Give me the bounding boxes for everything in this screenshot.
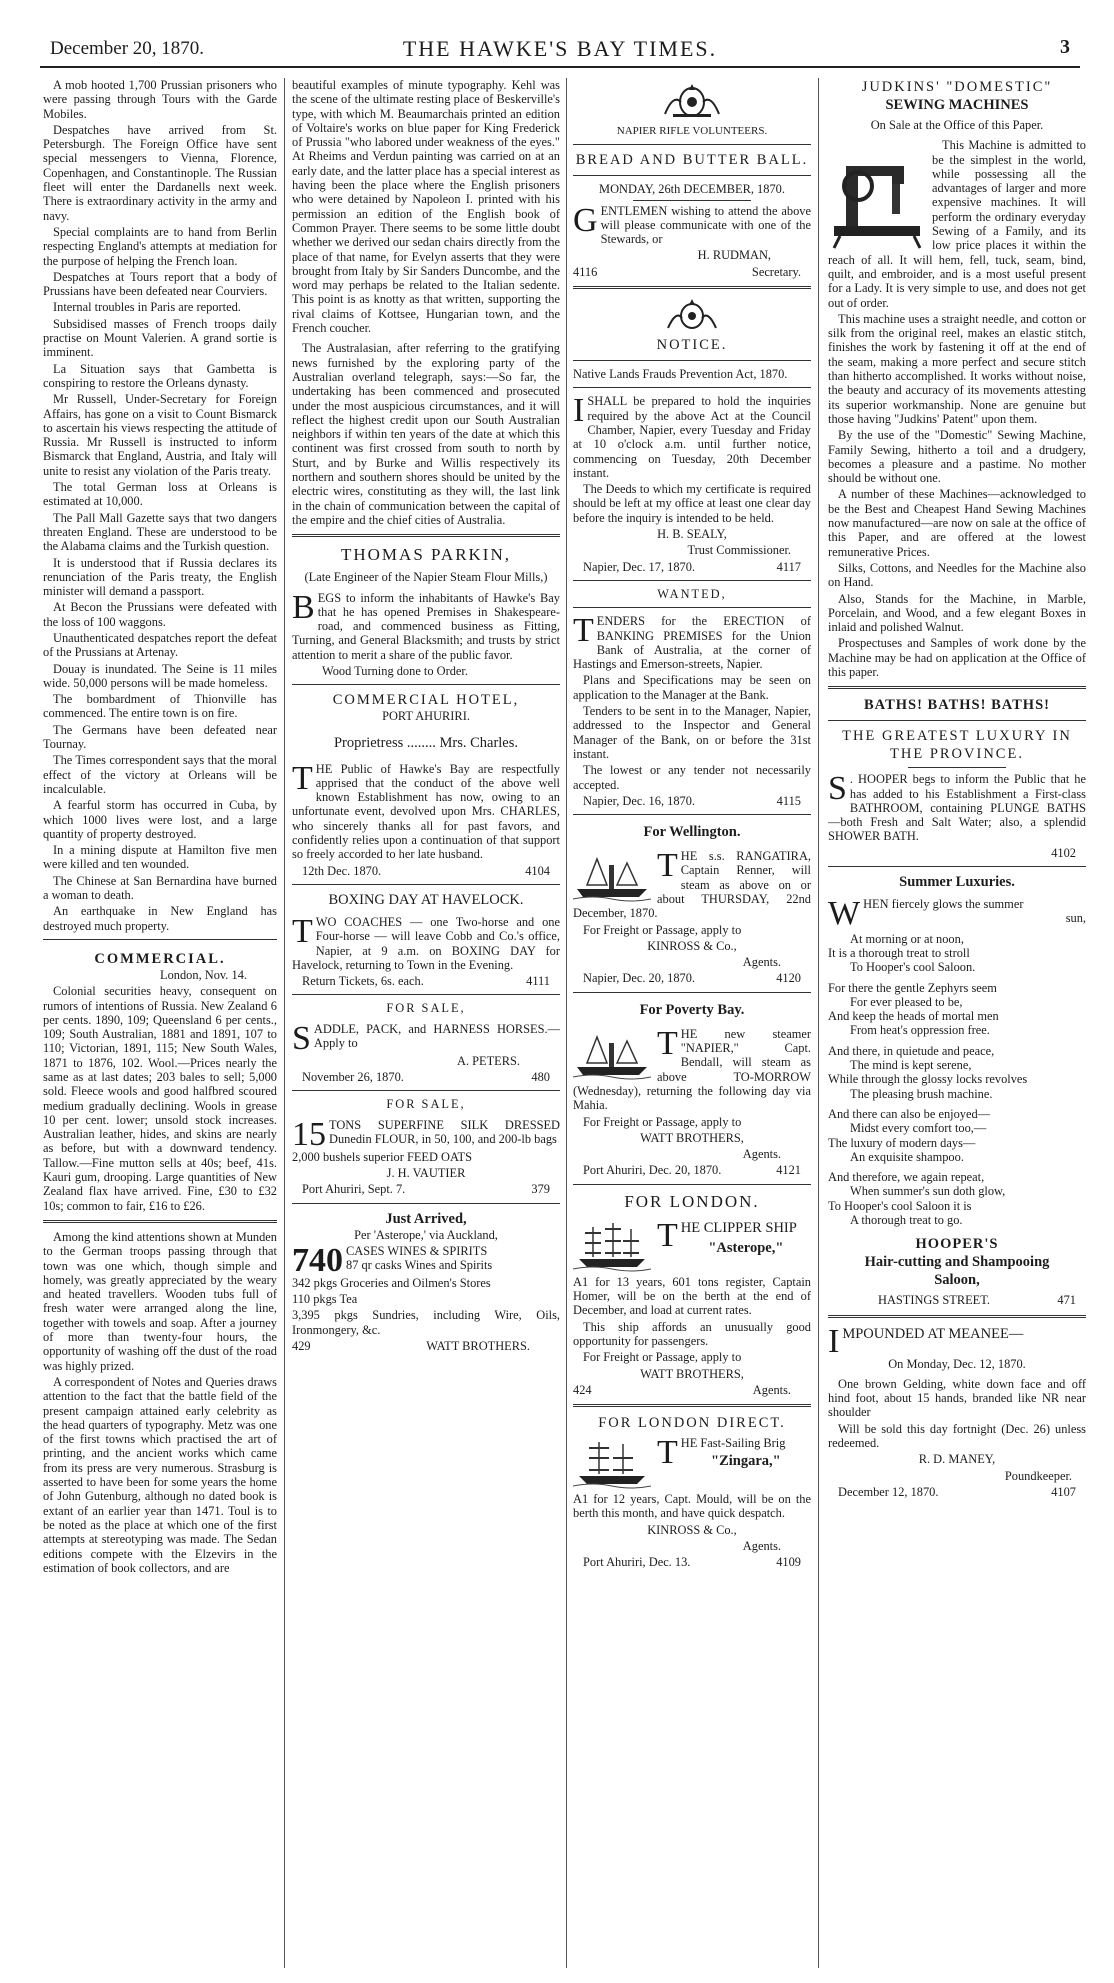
ad-body: The Deeds to which my certificate is required should be left at my office at least one clear day before the inquiry is intended to be held.: [573, 482, 811, 525]
divider: [573, 286, 811, 289]
ad-body: The lowest or any tender not necessarily accepted.: [573, 763, 811, 792]
poem-line: For ever pleased to be,: [850, 994, 963, 1009]
drop-cap: T: [657, 1216, 678, 1254]
ad-title: FOR LONDON.: [624, 1191, 760, 1211]
ad-street: HASTINGS STREET.: [878, 1293, 990, 1308]
ad-body: EGS to inform the inhabitants of Hawke's Bay that he has opened Premises in Shakespeare-road, and commenced business as Fitting, Turning, and General Blacksmith; and trusts by strict attention to merit a share of the public favor.: [292, 590, 560, 662]
ad-name: KINROSS & Co.,: [647, 1522, 737, 1537]
ad-subtitle: On Sale at the Office of this Paper.: [870, 118, 1044, 132]
ad-body: A number of these Machines—acknowledged to be the Best and Cheapest Hand Sewing Machines now manufactured—are now on sale at the office of this Paper, and are offered at the lowest remunerative Prices.: [828, 487, 1086, 559]
ad-number: 471: [1057, 1293, 1076, 1308]
poem-line: It is a thorough treat to stroll: [828, 945, 970, 960]
divider: [573, 175, 811, 176]
ad-body: HE new steamer "NAPIER," Capt. Bendall, will steam as above TO-MORROW (Wednesday), returning the following day via Mahia.: [573, 1026, 811, 1113]
steamship-icon: [573, 851, 651, 903]
drop-cap: G: [573, 201, 598, 239]
ad-ship-name: "Zingara,": [711, 1453, 781, 1470]
australasian-article: The Australasian, after referring to the gratifying news furnished by the exploring party of the Australian overland telegraph, says:—So far, the undertaking has been commenced and prosecuted under the most auspicious circumstances, and it will reflect the highest credit upon our South Australian neighbors if within ten years of the date at which this continent was first crossed from south to north by Sturt, and by Burke and Willis respectively its northern and southern shores should be united by the electric wires, constituting as they will, the last link in the chain of communication between the capital of the empire and the chief cities of Australia.: [292, 341, 560, 527]
ad-body: ENTLEMEN wishing to attend the above will please communicate with one of the Stewards, or: [600, 203, 811, 247]
commercial-dateline: London, Nov. 14.: [160, 967, 247, 982]
ad-role: Agents.: [742, 955, 781, 970]
poem-line: The pleasing brush machine.: [850, 1086, 993, 1101]
ad-title: For Wellington.: [643, 824, 741, 841]
ad-number: 4104: [525, 863, 550, 878]
ad-number: 4102: [1051, 845, 1076, 860]
poem-line: An exquisite shampoo.: [850, 1149, 964, 1164]
poem-line: The luxury of modern days—: [828, 1135, 976, 1150]
ad-quantity: 740: [292, 1241, 343, 1279]
news-paragraph: Despatches have arrived from St. Petersburgh. The Foreign Office have sent special messengers to Vienna, Florence, Copenhagen, and Constantinople. The Russian fleet will enter the Dardanells next week. There is extraordinary activity in the army and navy.: [43, 122, 277, 223]
ad-wanted: [573, 587, 811, 808]
poem-line: And there can also be enjoyed—: [828, 1106, 991, 1121]
ad-date: November 26, 1870.: [302, 1070, 404, 1085]
poem-line: At morning or at noon,: [850, 931, 964, 946]
poem-line: HEN fiercely glows the summer: [863, 897, 1024, 912]
news-paragraph: Special complaints are to hand from Berlin respecting England's attempts at mediation for the purpose of helping the French loan.: [43, 224, 277, 268]
poem-line: From heat's oppression free.: [850, 1023, 990, 1038]
ad-title: COMMERCIAL HOTEL,: [332, 692, 520, 709]
poem-line: When summer's sun doth glow,: [850, 1184, 1006, 1199]
divider: [573, 992, 811, 993]
column-4: [828, 78, 1086, 1968]
ad-body: A1 for 12 years, Capt. Mould, will be on the berth this month, and have quick despatch.: [573, 1492, 811, 1521]
ad-name: WATT BROTHERS,: [640, 1366, 744, 1381]
ad-line: 110 pkgs Tea: [292, 1292, 358, 1307]
drop-cap: B: [292, 588, 315, 626]
ad-for-wellington: [573, 823, 811, 986]
drop-cap: T: [573, 612, 594, 650]
poem-line: To Hooper's cool Saloon it is: [828, 1198, 972, 1213]
ad-date: Port Ahuriri, Dec. 20, 1870.: [583, 1163, 722, 1178]
page-number: 3: [1060, 36, 1070, 58]
divider: [573, 814, 811, 815]
ad-body: This machine uses a straight needle, and cotton or silk from the original reel, makes an elastic stitch, finishes the work by fastening it off at the end of the seam, making a more perfect and secure stitch than hitherto accomplished. It works without noise, the beauty and accuracy of its movements attesting its superior workmanship. None are genuine but those having "Judkins' Patent" upon them.: [828, 311, 1086, 426]
divider: [43, 1220, 277, 1223]
ad-body: By the use of the "Domestic" Sewing Machine, Family Sewing, hitherto a toil and a drudgery, becomes a pleasure and a pastime. No mother should be without one.: [828, 428, 1086, 486]
ad-for-sale-flour: [292, 1097, 560, 1196]
ad-title: Summer Luxuries.: [899, 874, 1015, 891]
sailing-ship-icon: [573, 1438, 651, 1490]
ad-judkins-sewing-machines: [828, 78, 1086, 679]
ad-title-2: SEWING MACHINES: [885, 97, 1029, 113]
news-paragraph: The bombardment of Thionville has commenced. The entire town is on fire.: [43, 692, 277, 721]
ad-subtitle: Hair-cutting and Shampooing Saloon,: [864, 1254, 1050, 1289]
ad-for-london: [573, 1191, 811, 1397]
ad-number: 480: [531, 1070, 550, 1085]
ad-line: HE Fast-Sailing Brig: [680, 1436, 786, 1451]
ad-date: Napier, Dec. 16, 1870.: [583, 793, 696, 808]
ad-title: FOR LONDON DIRECT.: [598, 1415, 786, 1432]
poem-line: And there, in quietude and peace,: [828, 1043, 995, 1058]
ad-title: HOOPER'S: [915, 1236, 999, 1253]
ad-date: Napier, Dec. 17, 1870.: [583, 559, 696, 574]
divider: [828, 1315, 1086, 1318]
ad-body: SHALL be prepared to hold the inquiries required by the above Act at the Council Chamber, Napier, every Tuesday and Friday at 10 o'clock a.m. until further notice, commencing on Tuesday, 20th December instant.: [573, 394, 811, 480]
news-paragraph: Subsidised masses of French troops daily practise on Mount Valerien. A grand sortie is imminent.: [43, 316, 277, 360]
ad-for-poverty-bay: [573, 1001, 811, 1178]
column-rule: [818, 78, 819, 1968]
drop-cap: S: [292, 1019, 311, 1057]
divider: [573, 360, 811, 361]
divider: [43, 939, 277, 940]
ad-title: JUDKINS' "DOMESTIC": [861, 79, 1053, 95]
notes-queries-article: A correspondent of Notes and Queries draws attention to the fact that the battle field of the present campaign attained early celebrity as the head quarters of typography. Metz was one of the first towns which practised the art of printing, and the ancient works which came from its press are very numerous. Strasburg is asserted to have been for some years the home of John Gutenburg, although no dated book is extant of an earlier year than 1471. Toul is to be noted as the place at which one of the first attempts at stereotyping was made. The Sedan editions compete with the Elzevirs in the estimation of book collectors, and are: [43, 1374, 277, 1575]
ad-title: FOR SALE,: [386, 1097, 466, 1112]
ad-boxing-day: [292, 891, 560, 988]
ad-name: H. RUDMAN,: [697, 248, 771, 263]
ad-quantity: 15: [292, 1115, 326, 1153]
divider: [292, 534, 560, 537]
divider: [573, 144, 811, 145]
ad-title: MPOUNDED AT MEANEE—: [842, 1325, 1024, 1342]
news-paragraph: Despatches at Tours report that a body of Prussians have been defeated near Courviers.: [43, 269, 277, 299]
commercial-heading: COMMERCIAL.: [94, 950, 226, 967]
ad-title: BATHS! BATHS! BATHS!: [864, 697, 1050, 714]
ad-body: This Machine is admitted to be the simplest in the world, while possessing all the advantages of larger and more expensive machines. It will perform the ordinary everyday Sewing of a Family, and its low price places it within the reach of all. It will hem, fell, tuck, seam, bind, quilt, and embroider, and is a most useful present for a Lady. It is very simple to use, and does not get out of order.: [828, 138, 1086, 310]
drop-cap: I: [573, 392, 585, 430]
article-continued: beautiful examples of minute typography. Kehl was the scene of the ultimate resting place of Beskerville's type, with which M. Beaumarchais printed an edition of Voltaire's works on blue paper for King Frederick of Prussia "who labored under weakness of the eyes." At Rheims and Verdun painting was carried on at an early date, and the latter place has a special interest as having been the place where the English prisoners who were detained by Napoleon I. printed with his permission an edition of the English book of Common Prayer. There seems to be some little doubt whether we derived our sedan chairs directly from the place of that name, for Evelyn asserts that they were brought from Italy by Sir Sanders Duncombe, and the word may perhaps be related to the Italian sedente. This point is as knotty as that written, supporting the rival claims of Kottsee, Hungarian town, and the French coucher.: [292, 78, 560, 336]
news-paragraph: A fearful storm has occurred in Cuba, by which 1000 lives were lost, and a large quantity of property destroyed.: [43, 798, 277, 841]
news-paragraph: The total German loss at Orleans is estimated at 10,000.: [43, 480, 277, 509]
issue-date: December 20, 1870.: [50, 38, 205, 59]
drop-cap: T: [292, 759, 313, 797]
ad-commercial-hotel: [292, 691, 560, 878]
ad-number: 429: [292, 1339, 311, 1353]
news-paragraph: The Times correspondent says that the moral effect of the victory at Orleans will be incalculable.: [43, 753, 277, 796]
ad-body: Silks, Cottons, and Needles for the Machine also on Hand.: [828, 560, 1086, 590]
ad-act: Native Lands Frauds Prevention Act, 1870.: [573, 367, 788, 382]
divider: [828, 720, 1086, 721]
news-paragraph: Mr Russell, Under-Secretary for Foreign Affairs, has gone on a visit to Count Bismarck to ascertain his views respecting the attitude of Russia. Mr Russell is instructed to inform Bismarck that England, Austria, and Italy will unite to resist any violation of the Paris treaty.: [43, 392, 277, 478]
ad-number: 4116: [573, 264, 598, 279]
ad-body: Plans and Specifications may be seen on application to the Manager at the Bank.: [573, 673, 811, 702]
poem-line: For there the gentle Zephyrs seem: [828, 980, 997, 995]
ad-name: J. H. VAUTIER: [386, 1165, 466, 1180]
divider: [828, 686, 1086, 689]
ad-baths: [828, 696, 1086, 860]
ad-role: Poundkeeper.: [1004, 1468, 1072, 1483]
ad-role: Agents.: [752, 1382, 791, 1397]
news-paragraph: The Chinese at San Bernardina have burned a woman to death.: [43, 873, 277, 903]
royal-crest-icon: [573, 80, 811, 120]
divider: [573, 580, 811, 581]
drop-cap: T: [657, 1024, 678, 1062]
ad-date: Napier, Dec. 20, 1870.: [583, 971, 696, 986]
drop-cap: W: [828, 895, 861, 933]
ad-sale: Will be sold this day fortnight (Dec. 26) unless redeemed.: [828, 1421, 1086, 1451]
ad-just-arrived: [292, 1210, 560, 1354]
ad-name: H. B. SEALY,: [657, 527, 727, 542]
ad-date: On Monday, Dec. 12, 1870.: [888, 1356, 1026, 1371]
ad-title: BREAD AND BUTTER BALL.: [575, 152, 809, 169]
ad-title: THOMAS PARKIN,: [340, 545, 511, 565]
ad-number: 4121: [776, 1163, 801, 1178]
poem-line: A thorough treat to go.: [850, 1213, 963, 1227]
divider: [292, 884, 560, 885]
ad-number: 379: [531, 1182, 550, 1197]
sewing-machine-icon: [828, 140, 926, 250]
column-1: [43, 78, 277, 1968]
ad-date: Port Ahuriri, Dec. 13.: [583, 1555, 691, 1570]
news-paragraph: The Pall Mall Gazette says that two dangers threaten England. These are understood to be the Alabama claims and the Turkish question.: [43, 510, 277, 554]
drop-cap: T: [657, 847, 678, 885]
ad-number: 4109: [776, 1555, 801, 1570]
poem-line: Midst every comfort too,—: [850, 1121, 987, 1136]
ad-subtitle: (Late Engineer of the Napier Steam Flour Mills,): [304, 570, 548, 585]
divider: [292, 1203, 560, 1204]
news-paragraph: Unauthenticated despatches report the defeat of the Prussians at Artenay.: [43, 630, 277, 660]
ad-body: This ship affords an unusually good opportunity for passengers.: [573, 1319, 811, 1348]
divider: [573, 607, 811, 608]
poem-line: To Hooper's cool Saloon.: [850, 960, 976, 975]
ad-name: A. PETERS.: [457, 1053, 520, 1068]
ad-subtitle: THE GREATEST LUXURY IN THE PROVINCE.: [842, 728, 1072, 763]
drop-cap: T: [657, 1434, 678, 1472]
ad-number: 4117: [776, 559, 801, 574]
news-paragraph: Internal troubles in Paris are reported.: [53, 300, 241, 315]
ad-body: ADDLE, PACK, and HARNESS HORSES.—Apply to: [313, 1021, 560, 1051]
ad-body: One brown Gelding, white down face and off hind foot, about 15 hands, branded like NR near shoulder: [828, 1376, 1086, 1420]
column-2: [292, 78, 560, 1968]
munden-article: Among the kind attentions shown at Munden to the German troops passing through that town was one which, though simple and homely, was greatly appreciated by the weary and heated travellers. Wooden tubs full of fresh water were arranged along the line, together with towels and soap. After a journey of more than twenty-four hours, the opportunity of washing off the dust of the road was highly prized.: [43, 1229, 277, 1373]
ad-date: December 12, 1870.: [838, 1484, 939, 1499]
ad-role: Secretary.: [751, 264, 801, 279]
ad-title: BOXING DAY AT HAVELOCK.: [328, 891, 524, 908]
ad-body: TONS SUPERFINE SILK DRESSED Dunedin FLOUR, in 50, 100, and 200-lb bags: [329, 1117, 560, 1146]
drop-cap: S: [828, 770, 847, 808]
ad-title: Just Arrived,: [385, 1210, 467, 1227]
ad-body: . HOOPER begs to inform the Public that he has added to his Establishment a First-class BATHROOM, containing PLUNGE BATHS —both Fresh and Salt Water; also, a splendid SHOWER BATH.: [828, 772, 1086, 844]
ad-freight: For Freight or Passage, apply to: [583, 1114, 742, 1129]
ad-rifle-volunteers: [573, 80, 811, 279]
ad-number: 4111: [526, 974, 550, 989]
poem-line: sun,: [1065, 911, 1086, 926]
ad-freight: For Freight or Passage, apply to: [583, 922, 742, 937]
drop-cap: I: [828, 1322, 840, 1360]
divider: [292, 684, 560, 685]
ad-impounded: [828, 1322, 1086, 1500]
sailing-ship-icon: [573, 1221, 651, 1273]
ad-summer-luxuries: [828, 873, 1086, 1308]
column-rule: [566, 78, 567, 1968]
ad-oats: 2,000 bushels superior FEED OATS: [292, 1149, 473, 1164]
news-paragraph: It is understood that if Russia declares its renunciation of the Paris treaty, the English minister will demand a passport.: [43, 555, 277, 599]
newspaper-title: THE HAWKE'S BAY TIMES.: [402, 36, 718, 61]
ad-number: 4115: [776, 793, 801, 808]
ad-notice: [573, 296, 811, 574]
divider: [292, 1090, 560, 1091]
ad-number: 424: [573, 1382, 592, 1397]
poem-line: While through the glossy locks revolves: [828, 1072, 1028, 1087]
ad-freight: For Freight or Passage, apply to: [583, 1350, 742, 1365]
news-paragraph: La Situation says that Gambetta is conspiring to restore the Orleans dynasty.: [43, 361, 277, 390]
ad-title: FOR SALE,: [386, 1001, 466, 1016]
commercial-text: Colonial securities heavy, consequent on rumors of intentions of Russia. New Zealand 6 per cents. 1890, 109; Queensland 6 per cents., 109; South Australian, 1881 and 1891, 107 to 110; Victorian, 1891, 115; New South Wales, 1871 to 1876, 102. Wool.—Prices nearly the same as at last dates; 203 bales to sell; 5,000 sold. Fleece wools and good halfbred scoured medium gradually declining. Wools in grease 10 per cent. lower; unsold stock increases. Australian leather, hides, and skins are nearly as before, but with a downward tendency. Tallow.—Fine mutton sells at 40s; beef, 41s. Kauri gum, drooping. Large quantities of New Zealand flax have arrived. Fine, £30 to £32 10s; common to fair, £16 to £26.: [43, 984, 277, 1213]
ad-date: Port Ahuriri, Sept. 7.: [302, 1182, 406, 1197]
news-paragraph: At Becon the Prussians were defeated with the loss of 100 waggons.: [43, 600, 277, 629]
divider: [573, 387, 811, 388]
ad-body: Also, Stands for the Machine, in Marble, Porcelain, and Wood, and a few elegant Boxes in inlaid and polished Walnut.: [828, 591, 1086, 635]
ad-title: For Poverty Bay.: [639, 1001, 745, 1018]
ad-caption: NAPIER RIFLE VOLUNTEERS.: [616, 125, 768, 137]
masthead: [40, 30, 1080, 68]
news-paragraph: A mob hooted 1,700 Prussian prisoners who were passing through Tours with the Garde Mobiles.: [43, 78, 277, 121]
ad-name: R. D. MANEY,: [918, 1452, 996, 1467]
ad-role: Trust Commissioner.: [687, 543, 791, 558]
ad-line: HE CLIPPER SHIP: [680, 1219, 797, 1236]
ad-line: CASES WINES & SPIRITS: [346, 1243, 488, 1258]
divider: [573, 1404, 811, 1407]
ad-body: HE Public of Hawke's Bay are respectfully apprised that the conduct of the above well known Establishment has now, owing to an unfortunate event, devolved upon Mrs. CHARLES, who sincerely thanks all for past favors, and confidently relies upon a continuation of that support so freely accorded to her late husband.: [292, 761, 560, 862]
ad-role: Agents.: [742, 1147, 781, 1162]
ad-for-sale-saddle: [292, 1001, 560, 1084]
ad-body: Prospectuses and Samples of work done by the Machine may be had on application at the Office of this paper.: [828, 636, 1086, 679]
ad-thomas-parkin: [292, 544, 560, 678]
news-paragraph: The Germans have been defeated near Tournay.: [43, 722, 277, 752]
ad-number: 4107: [1051, 1484, 1076, 1499]
column-3: [573, 78, 811, 1968]
ad-title: NOTICE.: [656, 337, 728, 354]
ad-line: 3,395 pkgs Sundries, including Wire, Oils, Ironmongery, &c.: [292, 1308, 560, 1337]
ad-body: ENDERS for the ERECTION of BANKING PREMISES for the Union Bank of Australia, at the corner of Hastings and Emerson-streets, Napier.: [573, 614, 811, 672]
ad-role: Agents.: [742, 1539, 781, 1553]
ad-name: WATT BROTHERS.: [426, 1339, 530, 1353]
ad-place: PORT AHURIRI.: [382, 709, 470, 724]
divider: [828, 866, 1086, 867]
ad-body: WO COACHES — one Two-horse and one Four-horse — will leave Cobb and Co.'s office, Napier, at 9 a.m. on BOXING DAY for Havelock, returning to Town in the Evening.: [292, 914, 560, 972]
ad-title: WANTED,: [657, 586, 727, 601]
ad-number: 4120: [776, 971, 801, 986]
divider: [292, 994, 560, 995]
news-paragraph: In a mining dispute at Hamilton five men were killed and ten wounded.: [43, 843, 277, 872]
news-paragraph: An earthquake in New England has destroyed much property.: [43, 904, 277, 933]
ad-proprietress: Proprietress ........ Mrs. Charles.: [333, 734, 519, 751]
ad-footer: Wood Turning done to Order.: [322, 663, 468, 678]
news-paragraph: Douay is inundated. The Seine is 11 miles wide. 50,000 persons will be made homeless.: [43, 661, 277, 690]
ad-subtitle: Per 'Asterope,' via Auckland,: [354, 1227, 498, 1242]
ad-body: HE s.s. RANGATIRA, Captain Renner, will steam as above on or about THURSDAY, 22nd December, 1870.: [573, 849, 811, 921]
ad-ship-name: "Asterope,": [708, 1239, 784, 1256]
poem-line: And keep the heads of mortal men: [828, 1009, 999, 1024]
ad-name: WATT BROTHERS,: [640, 1130, 744, 1145]
steamship-icon: [573, 1029, 651, 1081]
divider: [908, 767, 1006, 768]
column-rule: [284, 78, 285, 1968]
ad-name: KINROSS & Co.,: [647, 938, 737, 953]
poem-line: The mind is kept serene,: [850, 1058, 972, 1073]
ad-body: Tenders to be sent in to the Manager, Napier, addressed to the Inspector and General Manager of the Bank, on or before the 31st instant.: [573, 704, 811, 761]
ad-tickets: Return Tickets, 6s. each.: [302, 974, 424, 989]
drop-cap: T: [292, 912, 313, 950]
poem-line: And therefore, we again repeat,: [828, 1170, 985, 1185]
ad-line: 342 pkgs Groceries and Oilmen's Stores: [292, 1275, 491, 1290]
ad-date: 12th Dec. 1870.: [302, 863, 382, 878]
divider: [573, 1184, 811, 1185]
royal-crest-icon: [573, 296, 811, 332]
ad-body: A1 for 13 years, 601 tons register, Captain Homer, will be on the berth at the end of December, and load at current rates.: [573, 1274, 811, 1318]
ad-line: 87 qr casks Wines and Spirits: [346, 1258, 493, 1273]
divider: [633, 200, 751, 201]
ad-date: MONDAY, 26th DECEMBER, 1870.: [599, 182, 785, 197]
ad-for-london-direct: [573, 1414, 811, 1569]
